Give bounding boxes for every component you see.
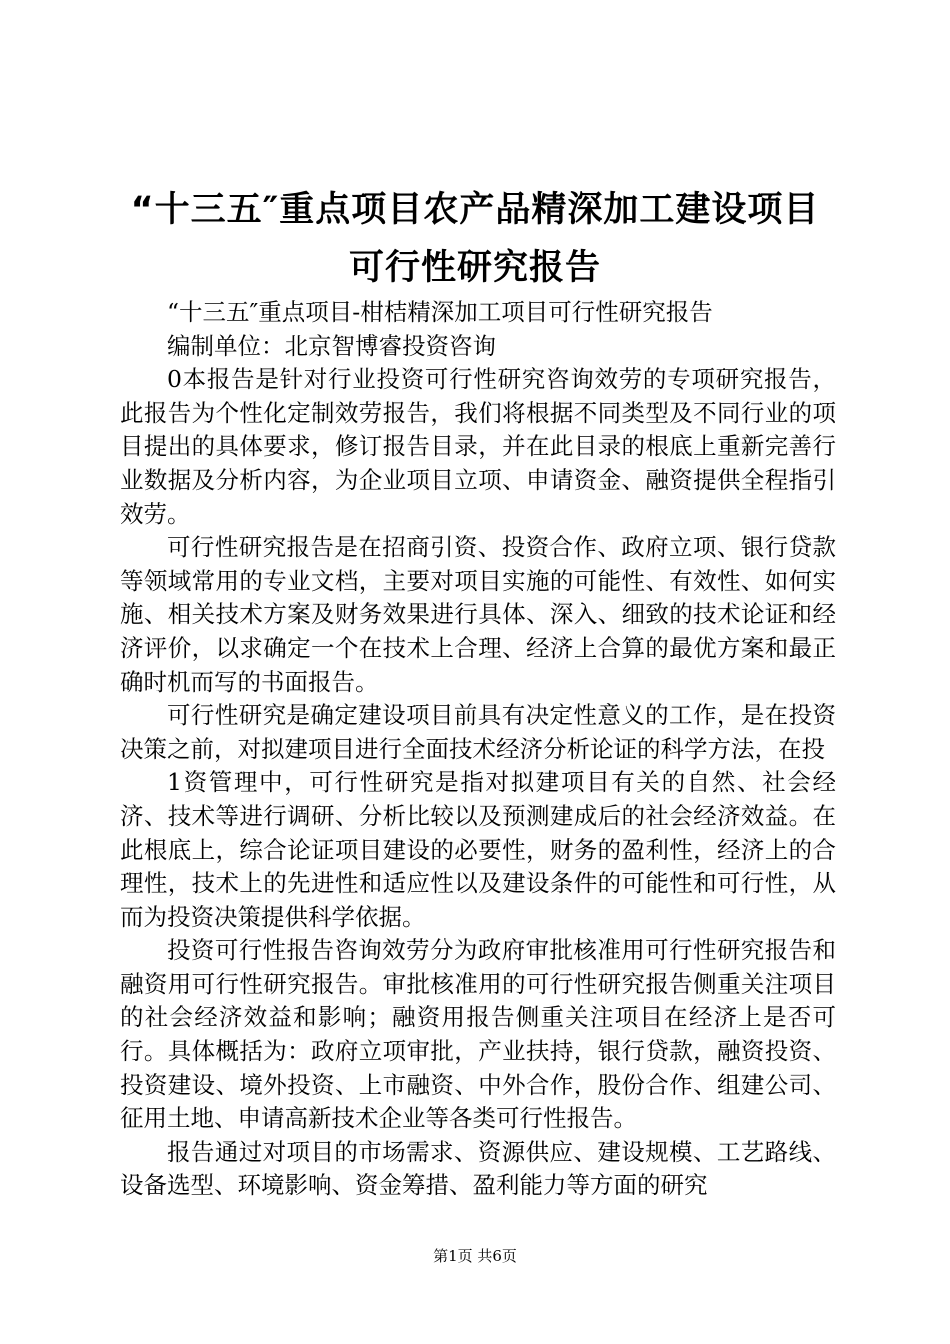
body-paragraph: 可行性研究是确定建设项目前具有决定性意义的工作，是在投资决策之前，对拟建项目进行全面技术经济分析论证的科学方法，在投 [120,701,836,763]
body-paragraph: 0本报告是针对行业投资可行性研究咨询效劳的专项研究报告，此报告为个性化定制效劳报告，我们将根据不同类型及不同行业的项目提出的具体要求，修订报告目录，并在此目录的根底上重新完善行业数据及分析内容，为企业项目立项、申请资金、融资提供全程指引效劳。 [120,365,836,528]
compiler-paragraph: 编制单位：北京智博睿投资咨询 [167,331,496,360]
page-footer: 第1页 共6页 [433,1247,517,1265]
body-paragraph: 报告通过对项目的市场需求、资源供应、建设规模、工艺路线、设备选型、环境影响、资金筹措、盈利能力等方面的研究 [120,1137,836,1200]
body-paragraph: 可行性研究报告是在招商引资、投资合作、政府立项、银行贷款等领域常用的专业文档，主要对项目实施的可能性、有效性、如何实施、相关技术方案及财务效果进行具体、深入、细致的技术论证和经济评价，以求确定一个在技术上合理、经济上合算的最优方案和最正确时机而写的书面报告。 [120,533,836,696]
body-paragraph: 投资可行性报告咨询效劳分为政府审批核准用可行性研究报告和融资用可行性研究报告。审批核准用的可行性研究报告侧重关注项目的社会经济效益和影响；融资用报告侧重关注项目在经济上是否可行。具体概括为：政府立项审批，产业扶持，银行贷款，融资投资、投资建设、境外投资、上市融资、中外合作，股份合作、组建公司、征用土地、申请高新技术企业等各类可行性报告。 [120,936,836,1133]
document-title-line-2: 可行性研究报告 [348,248,601,288]
document-title-line-1: “十三五″重点项目农产品精深加工建设项目 [130,190,820,230]
document-body [120,296,836,1203]
body-paragraph: 1资管理中，可行性研究是指对拟建项目有关的自然、社会经济、技术等进行调研、分析比较以及预测建成后的社会经济效益。在此根底上，综合论证项目建设的必要性，财务的盈利性，经济上的合理性，技术上的先进性和适应性以及建设条件的可能性和可行性，从而为投资决策提供科学依据。 [120,768,836,931]
subtitle-paragraph: “十三五″重点项目-柑桔精深加工项目可行性研究报告 [167,298,713,326]
